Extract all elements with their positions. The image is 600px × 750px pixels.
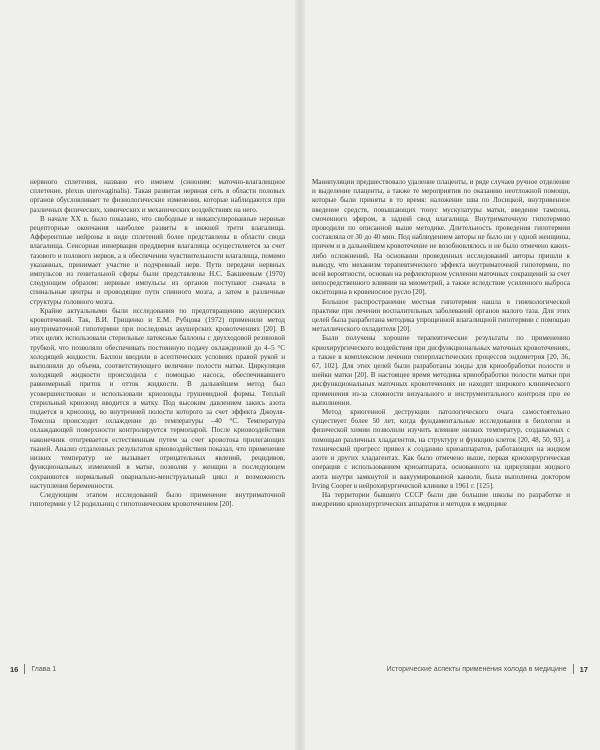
paragraph: Манипуляции предшествовало удаление плаценты, и ряде случаев ручное отделение и выделение плаценты, а также те мероприятия по оказанию неотложной помощи, которые были приняты в то время: наложение шва по Лосицкой, внутривенное введение средств, повышающих тонус мускулатуры матки, введение тампона, смоченного эфиром, в задний свод влагалища. Внутриматочную гипотермию проводили по описанной выше методике. Длительность проведения гипотермии составляла от 30 до 40 мин. Под наблюдением авторы не было ни у одной женщины, причем и в дальнейшем кровотечение не возобновлялось и не было отмечено каких-либо осложнений. На основании проведенных исследований авторы пришли к выводу, что механизм терапевтического эффекта внутриматочной гипотермии, по всей вероятности, основан на рефлекторном усилении маточных сокращений за счет непосредственного влияния на миометрий, а также вследствие усиленного выброса окситоцина в кровеносное русло [20].	[312, 178, 570, 297]
right-page-footer	[387, 663, 588, 675]
page-number: 17	[579, 664, 588, 674]
paragraph: На территории бывшего СССР были две большие школы по разработке и внедрению криохирургических аппаратов и методов в медицине	[312, 490, 570, 509]
footer-divider	[573, 664, 574, 674]
chapter-label: Глава 1	[31, 665, 57, 673]
footer-divider	[24, 664, 25, 674]
paragraph: В начале XX в. было показано, что свободные и инкапсулированные нервные рецепторные окончания наиболее развиты в нижней трети влагалища. Афферентные нейроны в виде сплетений более представлены в области свода влагалища. Сенсорная иннервация преддверия влагалища осуществляется за счет тазового и полового нервов, а в обеспечении чувствительности влагалища, помимо указанных, принимает участие и подчревный нерв. Пути передачи нервных импульсов из генитальной сферы были представлены Н.С. Бакшеевым (1970) следующим образом: нервные импульсы из органов поступают сначала в спинальные центры и проводящие пути спинного мозга, а затем в различные структуры головного мозга.	[30, 214, 285, 306]
paragraph: Были получены хорошие терапевтические результаты по применению криохирургического воздействия при дисфункциональных маточных кровотечениях, а также в комплексном лечении гиперпластических процессов эндометрия [20, 36, 67, 102]. Для этих целей были разработаны зонды для криообработки полости и шейки матки [20]. В настоящее время методика криообработки полости матки при дисфункциональных маточных кровотечениях не находит широкого клинического применения из-за сложности визуального и инструментального контроля при ее выполнении.	[312, 334, 570, 407]
right-page-text	[312, 178, 570, 509]
paragraph: Крайне актуальными были исследования по предотвращению акушерских кровотечений. Так, В.И. Грищенко и Е.М. Рубцова (1972) применили метод внутриматочной гипотермии при последовых акушерских кровотечениях [20]. В этих целях использовали стерильные латексные баллоны с двухходовой резиновой трубкой, что позволяло обеспечивать постоянную подачу охлажденной до 4–5 °С холодящей жидкости. Баллон вводили в асептических условиях правой рукой и выполняли до объема, соответствующего величине полости матки. Циркуляция холодящей жидкости происходила с помощью насоса, обеспечивавшего равномерный приток и отток жидкости. В дальнейшем метод был усовершенствован и использовали криозонды грушевидной формы. Теплый стерильный криозонд вводится в матку. Под высоким давлением закись азота подается в криозонд, во внутренней полости которого за счет эффекта Джоуля-Томсона происходит охлаждение до температуры –40 °С. Температура охлаждающей поверхности контролируется термопарой. После криовоздействия наконечник отогревается естественным путем за счет кровотока прилегающих тканей. Анализ отдаленных результатов криовоздействия показал, что применение низких температур не вызывает отрицательных явлений, рецидивов, функциональных изменений в матке, позволяя у женщин в последующем сохраняются нормальный овариально-менструальный цикл и возможность наступления беременности.	[30, 306, 285, 490]
page-number: 16	[10, 664, 19, 674]
book-spine-gutter	[295, 0, 305, 750]
paragraph: Следующим этапом исследований было применение внутриматочной гипотермии у 12 родильниц с гипотоническим кровотечением [20].	[30, 490, 285, 509]
running-title: Исторические аспекты применения холода в медицине	[386, 665, 567, 673]
left-page-footer	[10, 663, 56, 675]
paragraph: Метод криогенной деструкции патологического очага самостоятельно существует более 50 лет, когда фундаментальные исследования в биологии и физической химии позволили изучить влияние низких температур, создаваемых с помощью различных хладагентов, на структуру и функцию клеток [20, 48, 50, 93], а технический прогресс привел к созданию криоаппаратов, работающих на жидком азоте и других хладагентах. Как было отмечено выше, первая криохирургическая операция с использованием криоаппарата, основанного на циркуляции жидкого азота внутри замкнутой и вакуумированной канюли, была выполнена доктором Irving Cooper в нейрохирургической клинике в 1961 г. [125].	[312, 408, 570, 490]
paragraph: Большое распространение местная гипотермия нашла в гинекологической практике при лечении воспалительных заболеваний органов малого таза. Для этих целей была разработана методика упрощенной влагалищной гипотермии с помощью металлического охладителя [20].	[312, 297, 570, 334]
paragraph: нервного сплетения, названо его именем (синоним: маточно-влагалищное сплетение, plexus uterovaginalis). Такая развитая нервная сеть в области половых органов обусловливает те физиологические изменения, которые наблюдаются при различных физических, химических и механических воздействиях на него.	[30, 178, 285, 214]
left-page-text	[30, 178, 285, 509]
